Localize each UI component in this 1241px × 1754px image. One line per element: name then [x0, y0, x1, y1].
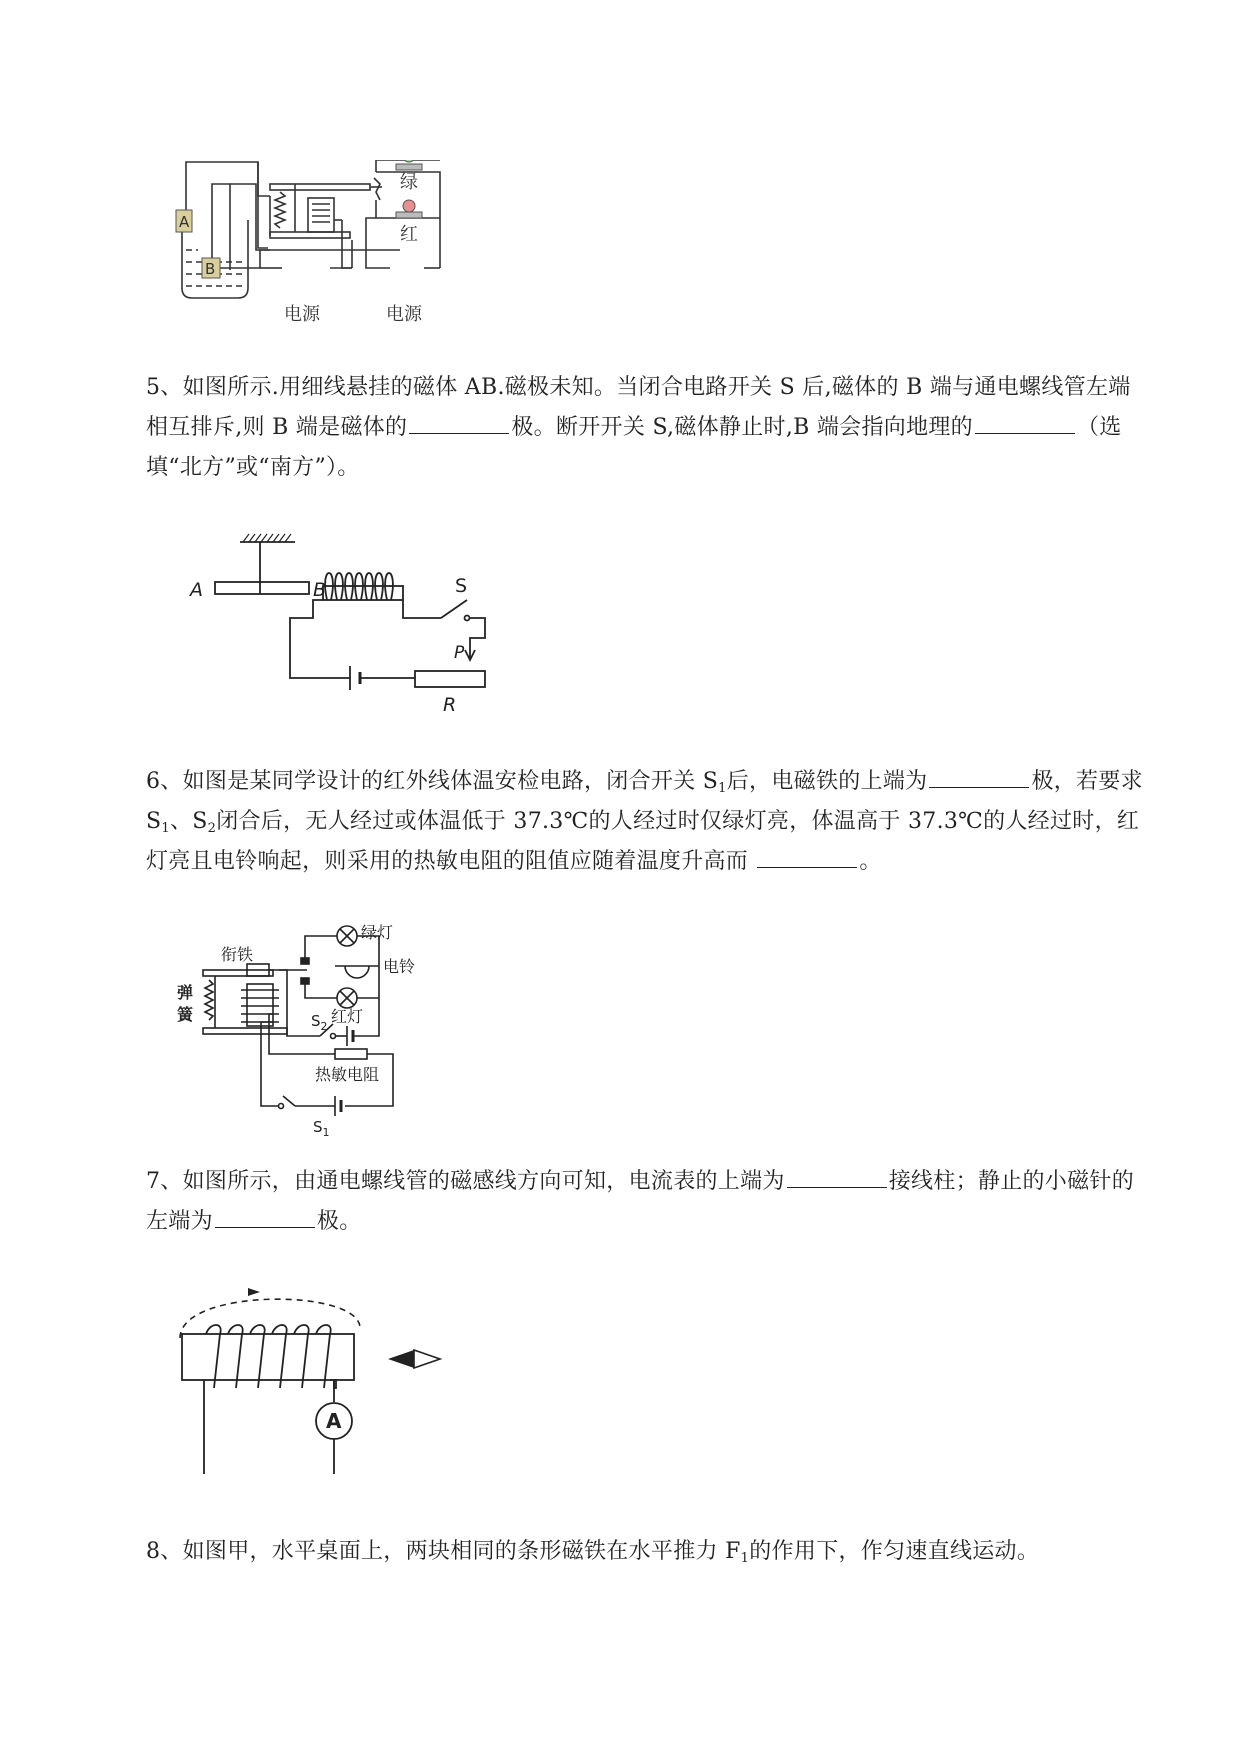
spring-label-1: 弹	[177, 983, 194, 1002]
question-6-text-6: 。	[859, 849, 882, 874]
power-source-2-label: 电源	[386, 304, 422, 325]
armature-label: 衔铁	[221, 945, 254, 964]
power-source-1-label: 电源	[284, 304, 320, 325]
switch-s-label: S	[455, 575, 468, 597]
subscript: 1	[161, 821, 170, 836]
electrode-b-label: B	[205, 260, 216, 278]
slider-p-label: P	[454, 643, 465, 663]
question-7-text-1: 7、如图所示，由通电螺线管的磁感线方向可知，电流表的上端为	[146, 1169, 785, 1194]
question-7-text-2: 接线柱；静止的小磁针的左端为	[146, 1169, 1135, 1234]
answer-blank[interactable]	[757, 843, 857, 868]
spring-label-2: 簧	[177, 1005, 194, 1024]
ammeter-label: A	[326, 1409, 342, 1433]
question-6-figure	[175, 918, 445, 1138]
subscript: 2	[207, 821, 217, 836]
answer-blank[interactable]	[787, 1163, 887, 1188]
answer-blank[interactable]	[215, 1203, 315, 1228]
switch-s1-sub: 1	[322, 1126, 330, 1138]
rheostat-r-label: R	[443, 694, 457, 716]
question-8-text-1: 8、如图甲，水平桌面上，两块相同的条形磁铁在水平推力 F	[146, 1539, 741, 1564]
question-6-text-1: 6、如图是某同学设计的红外线体温安检电路，闭合开关 S	[146, 769, 719, 794]
question-7-figure	[170, 1278, 460, 1488]
question-6-text-5: 闭合后，无人经过或体温低于 37.3℃的人经过时仅绿灯亮，体温高于 37.3℃的人经过时，红灯亮且电铃响起，则采用的热敏电阻的阻值应随着温度升高而	[146, 809, 1140, 874]
switch-s1-letter: S	[313, 1118, 323, 1136]
question-6-text-4: 、S	[169, 809, 208, 834]
subscript: 1	[740, 1551, 750, 1566]
red-lamp-label: 红灯	[331, 1007, 364, 1026]
question-6-text-2: 后，电磁铁的上端为	[726, 769, 928, 794]
question-8-text-2: 的作用下，作匀速直线运动。	[749, 1539, 1040, 1564]
switch-s1-label	[313, 1118, 330, 1138]
switch-s2-sub: 2	[320, 1020, 328, 1033]
answer-blank[interactable]	[975, 409, 1075, 434]
thermistor-label: 热敏电阻	[315, 1065, 380, 1084]
magnet-end-b-label: B	[313, 579, 327, 601]
question-6-text-3: 极，若要求 S	[146, 769, 1143, 834]
answer-blank[interactable]	[929, 763, 1029, 788]
question-7	[146, 1162, 1150, 1242]
subscript: 1	[718, 781, 727, 796]
question-5	[146, 368, 1150, 488]
green-lamp-label: 绿灯	[361, 923, 394, 942]
question-5-text-1: 5、如图所示.用细线悬挂的磁体 AB.磁极未知。当闭合电路开关 S 后,磁体的 B 端与通电螺线管左端相互排斥,则 B 端是磁体的	[146, 375, 1131, 440]
bell-label: 电铃	[383, 957, 416, 976]
question-8	[146, 1532, 1150, 1572]
magnet-end-a-label: A	[190, 579, 203, 601]
electrode-a-label: A	[179, 213, 190, 231]
green-lamp-label: 绿	[400, 172, 418, 193]
question-7-text-3: 极。	[316, 1209, 362, 1234]
switch-s2-letter: S	[311, 1012, 321, 1030]
red-lamp-label: 红	[400, 224, 418, 245]
question-5-text-3: （选填“北方”或“南方”）。	[146, 415, 1122, 480]
switch-s2-label	[311, 1012, 328, 1033]
question-5-text-2: 极。断开开关 S,磁体静止时,B 端会指向地理的	[511, 415, 973, 440]
answer-blank[interactable]	[409, 409, 509, 434]
question-5-figure	[185, 528, 545, 718]
question-4-figure	[170, 160, 500, 330]
question-6	[146, 762, 1150, 882]
